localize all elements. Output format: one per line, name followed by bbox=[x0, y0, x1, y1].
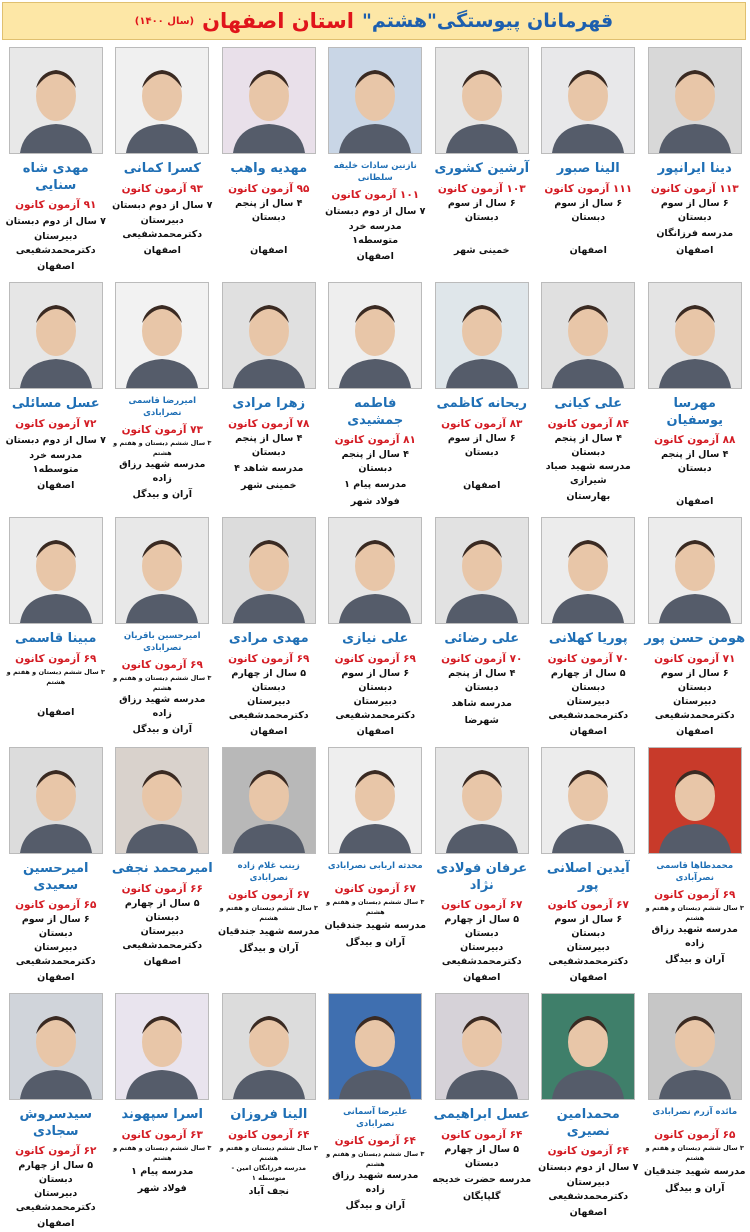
city-name: اصفهان bbox=[37, 971, 75, 983]
study-years: ۶ سال از سوم دبستان bbox=[21, 914, 90, 939]
study-years: ۴ سال از پنجم دبستان bbox=[661, 449, 729, 474]
student-card bbox=[216, 990, 323, 1232]
city-name: اصفهان bbox=[569, 1206, 607, 1218]
student-card bbox=[216, 744, 323, 986]
header-title: قهرمانان پیوستگی"هشتم" bbox=[361, 10, 614, 32]
student-photo bbox=[648, 747, 742, 854]
city-name: اصفهان bbox=[143, 244, 181, 256]
portrait-silhouette-icon bbox=[542, 994, 634, 1099]
city-name: اصفهان bbox=[463, 479, 501, 491]
student-photo bbox=[9, 747, 103, 854]
student-name: آیدین اصلانی پور bbox=[546, 861, 630, 893]
exam-count: ۶۴ آزمون کانون bbox=[334, 1135, 416, 1147]
study-years: ۷ سال از دوم دبستان bbox=[538, 1161, 639, 1173]
study-years: ۳ سال ششم دبستان و هفتم و هشتم bbox=[6, 668, 105, 686]
student-photo bbox=[648, 517, 742, 624]
student-photo bbox=[115, 517, 209, 624]
school-name: مدرسه فرزانگان امین - متوسطه ۱ bbox=[231, 1164, 307, 1182]
student-card bbox=[109, 514, 216, 740]
exam-count: ۶۹ آزمون کانون bbox=[228, 653, 310, 665]
student-name: مهدیه واهب bbox=[230, 161, 308, 176]
student-name: هومن حسن پور bbox=[644, 631, 746, 646]
portrait-silhouette-icon bbox=[329, 283, 421, 388]
student-name: الینا صبور bbox=[556, 161, 620, 176]
school-name: مدرسه شهید جندقیان bbox=[217, 925, 320, 937]
student-photo bbox=[648, 282, 742, 389]
school-name: دبیرستان دکترمحمدشفیعی bbox=[15, 1188, 96, 1213]
study-years: ۵ سال از چهارم دبستان bbox=[444, 914, 520, 939]
portrait-silhouette-icon bbox=[542, 283, 634, 388]
exam-count: ۶۴ آزمون کانون bbox=[547, 1145, 629, 1157]
school-name: دبیرستان دکترمحمدشفیعی bbox=[15, 231, 96, 256]
page-header bbox=[2, 2, 746, 40]
student-card bbox=[322, 514, 429, 740]
portrait-silhouette-icon bbox=[10, 48, 102, 153]
city-name: اصفهان bbox=[37, 479, 75, 491]
exam-count: ۶۶ آزمون کانون bbox=[121, 883, 203, 895]
student-photo bbox=[222, 747, 316, 854]
portrait-silhouette-icon bbox=[649, 994, 741, 1099]
exam-count: ۱۱۱ آزمون کانون bbox=[544, 183, 633, 195]
city-name: اصفهان bbox=[37, 260, 75, 272]
student-name: مهدی شاه سنایی bbox=[22, 161, 89, 193]
exam-count: ۷۳ آزمون کانون bbox=[121, 424, 203, 436]
student-card bbox=[429, 44, 536, 275]
school-name: دبیرستان دکترمحمدشفیعی bbox=[548, 942, 629, 967]
student-photo bbox=[541, 993, 635, 1100]
city-name: اصفهان bbox=[356, 250, 394, 262]
study-years: ۴ سال از پنجم دبستان bbox=[235, 198, 303, 223]
student-card bbox=[642, 44, 749, 275]
student-photo bbox=[328, 47, 422, 154]
student-card bbox=[3, 279, 110, 510]
exam-count: ۷۰ آزمون کانون bbox=[547, 653, 629, 665]
student-card bbox=[642, 279, 749, 510]
study-years: ۵ سال از چهارم دبستان bbox=[444, 1144, 520, 1169]
school-name: دبیرستان دکترمحمدشفیعی bbox=[122, 215, 203, 240]
study-years: ۶ سال از سوم دبستان bbox=[660, 198, 729, 223]
student-card bbox=[322, 279, 429, 510]
school-name: مدرسه حضرت خدیجه bbox=[432, 1173, 532, 1185]
student-name: علی نیازی bbox=[342, 631, 409, 646]
portrait-silhouette-icon bbox=[329, 48, 421, 153]
student-photo bbox=[115, 282, 209, 389]
exam-count: ۸۴ آزمون کانون bbox=[547, 418, 629, 430]
student-card bbox=[109, 744, 216, 986]
student-card bbox=[535, 744, 642, 986]
portrait-silhouette-icon bbox=[10, 283, 102, 388]
school-name: دبیرستان دکترمحمدشفیعی bbox=[122, 926, 203, 951]
portrait-silhouette-icon bbox=[329, 994, 421, 1099]
city-name: گلپایگان bbox=[462, 1190, 501, 1202]
student-card bbox=[109, 44, 216, 275]
student-name: اسرا سپهوند bbox=[121, 1107, 204, 1122]
student-name: مبینا قاسمی bbox=[15, 631, 97, 646]
student-photo bbox=[222, 47, 316, 154]
student-card bbox=[3, 990, 110, 1232]
school-name: مدرسه پیام ۱ bbox=[344, 478, 407, 490]
study-years: ۳ سال ششم دبستان و هفتم و هشتم bbox=[326, 898, 425, 916]
study-years: ۴ سال از پنجم دبستان bbox=[448, 668, 516, 693]
exam-count: ۶۳ آزمون کانون bbox=[121, 1129, 203, 1141]
student-photo bbox=[435, 517, 529, 624]
exam-count: ۹۳ آزمون کانون bbox=[121, 183, 203, 195]
student-card bbox=[322, 744, 429, 986]
portrait-silhouette-icon bbox=[436, 518, 528, 623]
exam-count: ۶۷ آزمون کانون bbox=[441, 899, 523, 911]
study-years: ۶ سال از سوم دبستان bbox=[447, 198, 516, 223]
school-name: مدرسه شهید رزاق زاده bbox=[651, 924, 738, 949]
city-name: آران و بیدگل bbox=[238, 942, 299, 954]
student-photo bbox=[328, 747, 422, 854]
student-photo bbox=[9, 47, 103, 154]
portrait-silhouette-icon bbox=[436, 283, 528, 388]
portrait-silhouette-icon bbox=[649, 518, 741, 623]
portrait-silhouette-icon bbox=[10, 748, 102, 853]
student-photo bbox=[9, 517, 103, 624]
city-name: اصفهان bbox=[143, 955, 181, 967]
city-name: آران و بیدگل bbox=[132, 723, 193, 735]
student-card bbox=[216, 44, 323, 275]
student-name: عرفان فولادی نژاد bbox=[436, 861, 528, 893]
city-name: اصفهان bbox=[463, 971, 501, 983]
study-years: ۷ سال از دوم دبستان bbox=[325, 205, 426, 217]
student-photo bbox=[9, 282, 103, 389]
study-years: ۵ سال از چهارم دبستان bbox=[550, 668, 626, 693]
student-name: علی کیانی bbox=[554, 396, 623, 411]
school-name: دبیرستان دکترمحمدشفیعی bbox=[335, 696, 416, 721]
exam-count: ۶۲ آزمون کانون bbox=[15, 1145, 97, 1157]
school-name: مدرسه شاهد ۴ bbox=[234, 462, 304, 474]
student-photo bbox=[9, 993, 103, 1100]
city-name: آران و بیدگل bbox=[345, 936, 406, 948]
city-name: اصفهان bbox=[676, 725, 714, 737]
exam-count: ۷۲ آزمون کانون bbox=[15, 418, 97, 430]
city-name: اصفهان bbox=[569, 971, 607, 983]
header-year: (سال ۱۴۰۰) bbox=[134, 15, 195, 27]
student-name: زینب غلام زاده نصرابادی bbox=[237, 861, 300, 883]
student-name: الینا فروزان bbox=[230, 1107, 308, 1122]
exam-count: ۸۳ آزمون کانون bbox=[441, 418, 523, 430]
portrait-silhouette-icon bbox=[329, 748, 421, 853]
portrait-silhouette-icon bbox=[116, 994, 208, 1099]
city-name: اصفهان bbox=[569, 725, 607, 737]
portrait-silhouette-icon bbox=[223, 518, 315, 623]
city-name: اصفهان bbox=[356, 725, 394, 737]
portrait-silhouette-icon bbox=[542, 518, 634, 623]
student-card bbox=[3, 744, 110, 986]
study-years: ۵ سال از چهارم دبستان bbox=[124, 898, 200, 923]
student-photo bbox=[648, 993, 742, 1100]
study-years: ۴ سال از پنجم دبستان bbox=[235, 433, 303, 458]
exam-count: ۶۴ آزمون کانون bbox=[228, 1129, 310, 1141]
student-card bbox=[216, 279, 323, 510]
student-card bbox=[429, 279, 536, 510]
exam-count: ۶۹ آزمون کانون bbox=[121, 659, 203, 671]
portrait-silhouette-icon bbox=[436, 48, 528, 153]
portrait-silhouette-icon bbox=[116, 748, 208, 853]
student-card bbox=[322, 44, 429, 275]
student-photo bbox=[435, 282, 529, 389]
portrait-silhouette-icon bbox=[436, 994, 528, 1099]
city-name: اصفهان bbox=[569, 244, 607, 256]
student-name: دینا ایرانپور bbox=[657, 161, 732, 176]
student-name: سیدسروش سجادی bbox=[19, 1107, 92, 1139]
student-name: محمدطاها قاسمی نصرآبادی bbox=[656, 861, 734, 883]
student-card bbox=[642, 514, 749, 740]
student-name: عسل مسائلی bbox=[11, 396, 100, 411]
student-name: مائده آزرم نصرابادی bbox=[652, 1107, 738, 1117]
study-years: ۷ سال از دوم دبستان bbox=[112, 199, 213, 211]
student-photo bbox=[328, 993, 422, 1100]
student-name: امیرمحمد نجفی bbox=[111, 861, 213, 876]
student-photo bbox=[328, 517, 422, 624]
study-years: ۷ سال از دوم دبستان bbox=[5, 434, 106, 446]
study-years: ۳ سال ششم دبستان و هفتم و هشتم bbox=[113, 1144, 212, 1162]
exam-count: ۱۱۳ آزمون کانون bbox=[650, 183, 739, 195]
study-years: ۳ سال ششم دبستان و هفتم و هشتم bbox=[113, 439, 212, 457]
student-card bbox=[429, 514, 536, 740]
student-photo bbox=[435, 47, 529, 154]
school-name: مدرسه شهید رزاق زاده bbox=[119, 694, 206, 719]
student-card bbox=[429, 744, 536, 986]
portrait-silhouette-icon bbox=[116, 48, 208, 153]
city-name: بهارستان bbox=[566, 490, 611, 502]
school-name: دبیرستان دکترمحمدشفیعی bbox=[548, 1177, 629, 1202]
city-name: آران و بیدگل bbox=[664, 1182, 725, 1194]
exam-count: ۱۰۳ آزمون کانون bbox=[437, 183, 526, 195]
school-name: دبیرستان دکترمحمدشفیعی bbox=[15, 942, 96, 967]
exam-count: ۹۱ آزمون کانون bbox=[15, 199, 97, 211]
student-card bbox=[642, 744, 749, 986]
study-years: ۴ سال از پنجم دبستان bbox=[341, 449, 409, 474]
exam-count: ۸۱ آزمون کانون bbox=[334, 434, 416, 446]
study-years: ۶ سال از سوم دبستان bbox=[447, 433, 516, 458]
student-card bbox=[109, 279, 216, 510]
student-card bbox=[535, 514, 642, 740]
student-card bbox=[322, 990, 429, 1232]
exam-count: ۸۸ آزمون کانون bbox=[654, 434, 736, 446]
school-name: دبیرستان دکترمحمدشفیعی bbox=[654, 696, 735, 721]
school-name: مدرسه فرزانگان bbox=[656, 227, 734, 239]
city-name: آران و بیدگل bbox=[345, 1199, 406, 1211]
exam-count: ۶۷ آزمون کانون bbox=[334, 883, 416, 895]
school-name: مدرسه خرد متوسطه۱ bbox=[348, 221, 402, 246]
student-photo bbox=[435, 993, 529, 1100]
student-card bbox=[109, 990, 216, 1232]
portrait-silhouette-icon bbox=[542, 48, 634, 153]
header-province: استان اصفهان bbox=[202, 9, 354, 33]
student-photo bbox=[222, 282, 316, 389]
study-years: ۳ سال ششم دبستان و هفتم و هشتم bbox=[113, 674, 212, 692]
study-years: ۷ سال از دوم دبستان bbox=[5, 215, 106, 227]
student-card bbox=[429, 990, 536, 1232]
school-name: مدرسه شهید صیاد شیرازی bbox=[545, 461, 631, 486]
portrait-silhouette-icon bbox=[10, 518, 102, 623]
city-name: اصفهان bbox=[250, 725, 288, 737]
student-card bbox=[3, 514, 110, 740]
city-name: اصفهان bbox=[676, 495, 714, 507]
city-name: آران و بیدگل bbox=[664, 953, 725, 965]
exam-count: ۶۹ آزمون کانون bbox=[15, 653, 97, 665]
student-name: علیرضا آسمانی نصرابادی bbox=[343, 1107, 408, 1129]
student-name: فاطمه جمشیدی bbox=[347, 396, 404, 428]
student-photo bbox=[222, 517, 316, 624]
city-name: فولاد شهر bbox=[137, 1182, 187, 1194]
student-name: ریحانه کاظمی bbox=[436, 396, 527, 411]
city-name: خمینی شهر bbox=[454, 244, 510, 256]
city-name: اصفهان bbox=[37, 1217, 75, 1229]
student-card bbox=[535, 279, 642, 510]
city-name: اصفهان bbox=[676, 244, 714, 256]
student-name: زهرا مرادی bbox=[232, 396, 306, 411]
study-years: ۵ سال از چهارم دبستان bbox=[231, 668, 307, 693]
exam-count: ۶۹ آزمون کانون bbox=[334, 653, 416, 665]
student-name: محمدامین نصیری bbox=[556, 1107, 620, 1139]
school-name: دبیرستان دکترمحمدشفیعی bbox=[441, 942, 522, 967]
exam-count: ۶۴ آزمون کانون bbox=[441, 1129, 523, 1141]
portrait-silhouette-icon bbox=[223, 283, 315, 388]
school-name: مدرسه شهید رزاق زاده bbox=[119, 459, 206, 484]
student-card bbox=[535, 990, 642, 1232]
student-card bbox=[3, 44, 110, 275]
portrait-silhouette-icon bbox=[223, 994, 315, 1099]
student-photo bbox=[222, 993, 316, 1100]
portrait-silhouette-icon bbox=[649, 283, 741, 388]
portrait-silhouette-icon bbox=[649, 48, 741, 153]
portrait-silhouette-icon bbox=[542, 748, 634, 853]
exam-count: ۶۵ آزمون کانون bbox=[15, 899, 97, 911]
student-name: عسل ابراهیمی bbox=[433, 1107, 530, 1122]
school-name: مدرسه شهید جندقیان bbox=[324, 919, 427, 931]
study-years: ۳ سال ششم دبستان و هفتم و هشتم bbox=[645, 1144, 744, 1162]
exam-count: ۷۱ آزمون کانون bbox=[654, 653, 736, 665]
portrait-silhouette-icon bbox=[10, 994, 102, 1099]
school-name: مدرسه شاهد bbox=[451, 697, 512, 709]
student-name: کسرا کمانی bbox=[123, 161, 201, 176]
student-photo bbox=[115, 47, 209, 154]
student-name: محدثه اربابی نصرابادی bbox=[327, 861, 423, 871]
school-name: مدرسه خرد متوسطه۱ bbox=[29, 450, 83, 475]
student-name: مهدی مرادی bbox=[228, 631, 309, 646]
portrait-silhouette-icon bbox=[649, 748, 741, 853]
portrait-silhouette-icon bbox=[223, 748, 315, 853]
portrait-silhouette-icon bbox=[436, 748, 528, 853]
student-photo bbox=[648, 47, 742, 154]
student-photo bbox=[541, 47, 635, 154]
study-years: ۳ سال ششم دبستان و هفتم و هشتم bbox=[326, 1150, 425, 1168]
study-years: ۳ سال ششم دبستان و هفتم و هشتم bbox=[645, 904, 744, 922]
study-years: ۴ سال از پنجم دبستان bbox=[554, 433, 622, 458]
student-name: امیرحسین سعیدی bbox=[22, 861, 89, 893]
exam-count: ۶۷ آزمون کانون bbox=[228, 889, 310, 901]
student-name: امیررضا قاسمی نصرابادی bbox=[128, 396, 197, 418]
portrait-silhouette-icon bbox=[116, 518, 208, 623]
portrait-silhouette-icon bbox=[329, 518, 421, 623]
exam-count: ۶۷ آزمون کانون bbox=[547, 899, 629, 911]
school-name: مدرسه شهید رزاق زاده bbox=[332, 1170, 419, 1195]
city-name: خمینی شهر bbox=[241, 479, 297, 491]
student-card bbox=[216, 514, 323, 740]
portrait-silhouette-icon bbox=[116, 283, 208, 388]
student-photo bbox=[541, 282, 635, 389]
student-photo bbox=[541, 517, 635, 624]
city-name: نجف آباد bbox=[248, 1185, 289, 1197]
city-name: شهرضا bbox=[464, 714, 499, 726]
study-years: ۳ سال ششم دبستان و هفتم و هشتم bbox=[219, 1144, 318, 1162]
city-name: فولاد شهر bbox=[350, 495, 400, 507]
exam-count: ۶۵ آزمون کانون bbox=[654, 1129, 736, 1141]
student-photo bbox=[328, 282, 422, 389]
student-card bbox=[642, 990, 749, 1232]
school-name: مدرسه شهید جندقیان bbox=[643, 1165, 746, 1177]
student-photo bbox=[541, 747, 635, 854]
student-name: مهرسا یوسفیان bbox=[666, 396, 723, 428]
student-name: پوریا کهلانی bbox=[548, 631, 628, 646]
portrait-silhouette-icon bbox=[223, 48, 315, 153]
city-name: آران و بیدگل bbox=[132, 488, 193, 500]
exam-count: ۷۰ آزمون کانون bbox=[441, 653, 523, 665]
exam-count: ۶۹ آزمون کانون bbox=[654, 889, 736, 901]
study-years: ۶ سال از سوم دبستان bbox=[554, 914, 623, 939]
school-name: دبیرستان دکترمحمدشفیعی bbox=[228, 696, 309, 721]
study-years: ۶ سال از سوم دبستان bbox=[660, 668, 729, 693]
city-name: اصفهان bbox=[250, 244, 288, 256]
study-years: ۶ سال از سوم دبستان bbox=[341, 668, 410, 693]
exam-count: ۱۰۱ آزمون کانون bbox=[331, 189, 420, 201]
city-name: اصفهان bbox=[37, 706, 75, 718]
student-card bbox=[535, 44, 642, 275]
school-name: دبیرستان دکترمحمدشفیعی bbox=[548, 696, 629, 721]
student-name: آرشین کشوری bbox=[434, 161, 530, 176]
study-years: ۳ سال ششم دبستان و هفتم و هشتم bbox=[219, 904, 318, 922]
champions-grid bbox=[2, 44, 748, 1232]
student-name: امیرحسین باقریان نصرابادی bbox=[123, 631, 201, 653]
study-years: ۶ سال از سوم دبستان bbox=[554, 198, 623, 223]
exam-count: ۹۵ آزمون کانون bbox=[228, 183, 310, 195]
school-name: مدرسه پیام ۱ bbox=[131, 1165, 194, 1177]
exam-count: ۷۸ آزمون کانون bbox=[228, 418, 310, 430]
student-name: علی رضائی bbox=[444, 631, 520, 646]
study-years: ۵ سال از چهارم دبستان bbox=[18, 1160, 94, 1185]
student-photo bbox=[435, 747, 529, 854]
student-photo bbox=[115, 747, 209, 854]
student-photo bbox=[115, 993, 209, 1100]
student-name: نازنین سادات خلیفه سلطانی bbox=[333, 161, 417, 183]
